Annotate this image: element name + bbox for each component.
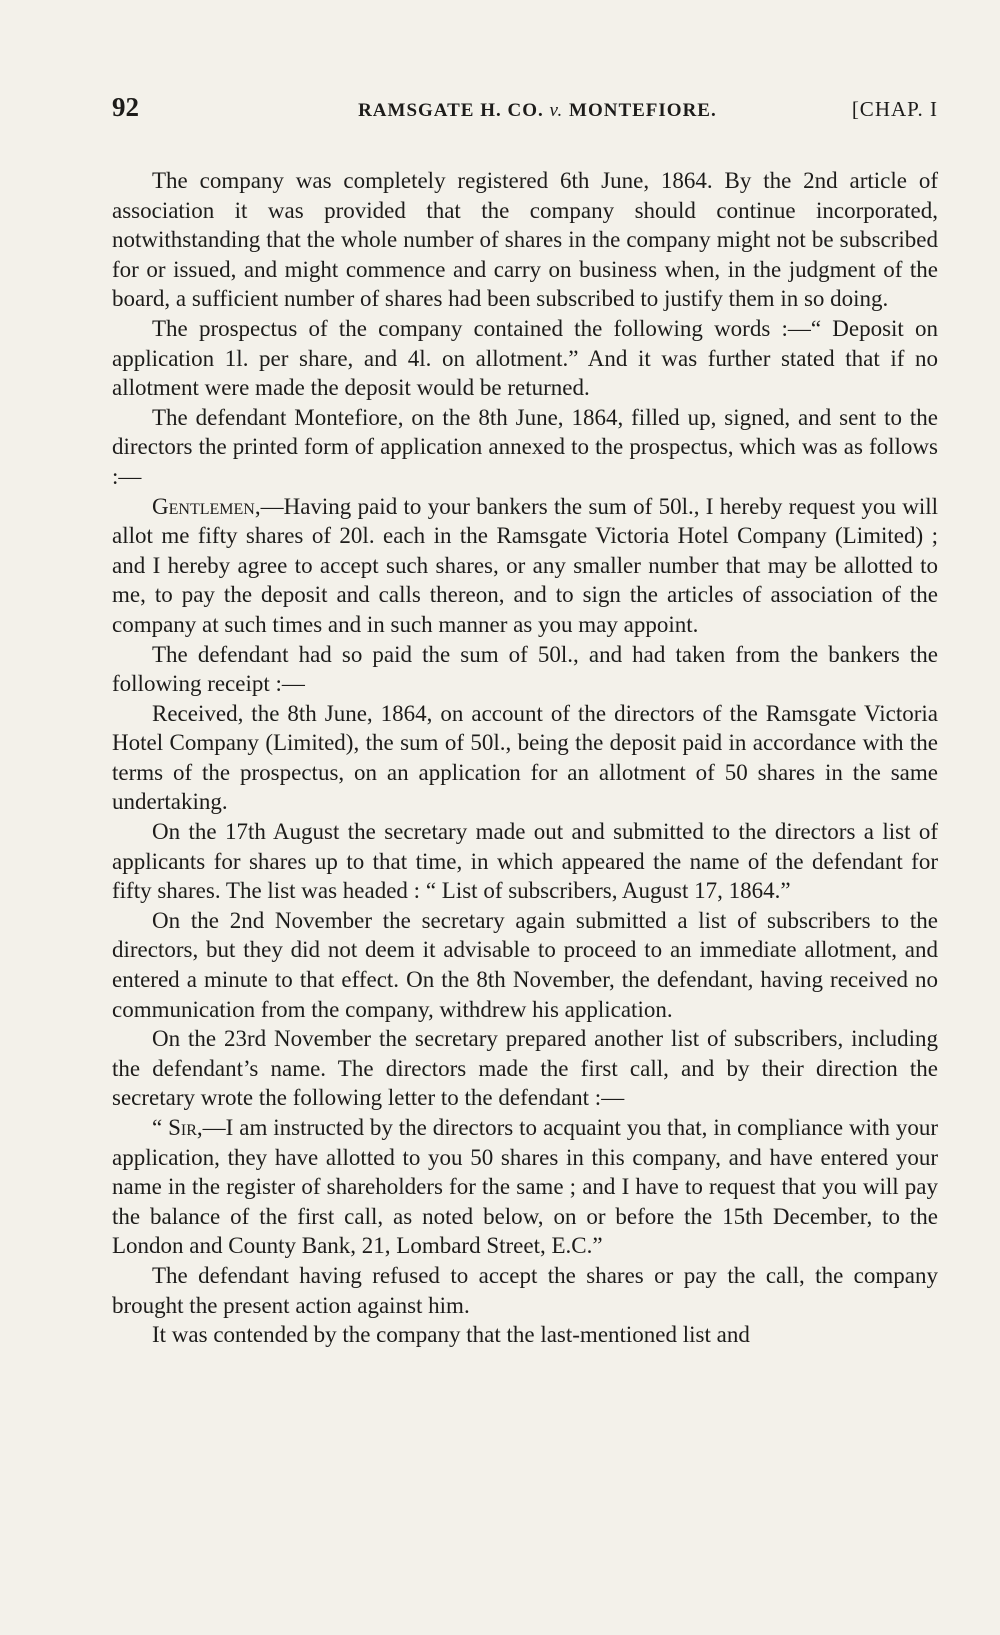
body-text — [112, 166, 938, 1350]
paragraph-5: The defendant had so paid the sum of 50l., and had taken from the bankers the following receipt :— — [112, 641, 938, 697]
paragraph-12: It was contended by the company that the last-mentioned list and — [152, 1322, 750, 1348]
paragraph-11: The defendant having refused to accept the shares or pay the call, the company brought the present action against him. — [112, 1262, 938, 1318]
paragraph-2: The prospectus of the company contained the following words :—“ Deposit on application 1l. per share, and 4l. on allotment.” And it was further stated that if no allotment were made the deposit would be returned. — [112, 315, 938, 401]
paragraph-7: On the 17th August the secretary made out and submitted to the directors a list of applicants for shares up to that time, in which appeared the name of the defendant for fifty shares. The list was headed : “ List of subscribers, August 17, 1864.” — [112, 819, 938, 904]
running-title-v: v. — [549, 100, 564, 121]
chapter-label: [CHAP. I — [851, 97, 938, 121]
letter-open-quote: “ — [152, 1115, 169, 1140]
paragraph-6: Received, the 8th June, 1864, on account of the directors of the Ramsgate Victoria Hotel Company (Limited), the sum of 50l., being the deposit paid in accordance with the terms of the prospectus, on an application for an allotment of 50 shares in the same undertaking. — [112, 700, 938, 815]
running-title-before: RAMSGATE H. CO. — [358, 100, 550, 121]
salutation-gentlemen: Gentlemen, — [152, 493, 261, 519]
paragraph-8: On the 2nd November the secretary again submitted a list of subscribers to the directors, but they did not deem it advisable to proceed to an immediate allotment, and entered a minute to that effect. On the 8th November, the defendant, having received no communication from the company, withdrew his application. — [112, 907, 938, 1022]
paragraph-10 — [112, 1113, 938, 1261]
paragraph-3: The defendant Montefiore, on the 8th June, 1864, filled up, signed, and sent to the directors the printed form of application annexed to the prospectus, which was as follows :— — [112, 404, 938, 489]
paragraph-1: The company was completely registered 6th June, 1864. By the 2nd article of association it was provided that the company should continue incorporated, notwithstanding that the whole number of shares in the company might not be subscribed for or issued, and might commence and carry on business when, in the judgment of the board, a sufficient number of shares had been subscribed to justify them in so doing. — [112, 168, 938, 312]
paragraph-4 — [112, 492, 938, 640]
running-title — [358, 100, 717, 122]
page-number: 92 — [112, 92, 139, 122]
paragraph-4-text: —Having paid to your bankers the sum of 50l., I hereby request you will allot me fifty shares of 20l. each in the Ramsgate Victoria Hotel Company (Limited) ; and I hereby agree to accept such shares, or any smaller number that may be allotted to me, to pay the deposit and calls thereon, and to sign the articles of association of the company at such times and in such manner as you may appoint. — [112, 493, 938, 637]
running-title-after: MONTEFIORE. — [563, 100, 717, 121]
running-header — [112, 92, 938, 128]
paragraph-9: On the 23rd November the secretary prepared another list of subscribers, including the defendant’s name. The directors made the first call, and by their direction the secretary wrote the following letter to the defendant :— — [112, 1026, 938, 1111]
salutation-sir: Sir, — [168, 1115, 203, 1140]
paragraph-10-text: —I am instructed by the directors to acquaint you that, in compliance with your application, they have allotted to you 50 shares in this company, and have entered your name in the register of shareholders for the same ; and I have to request that you will pay the balance of the first call, as noted below, on or before the 15th December, to the London and County Bank, 21, Lombard Street, E.C.” — [112, 1115, 938, 1259]
